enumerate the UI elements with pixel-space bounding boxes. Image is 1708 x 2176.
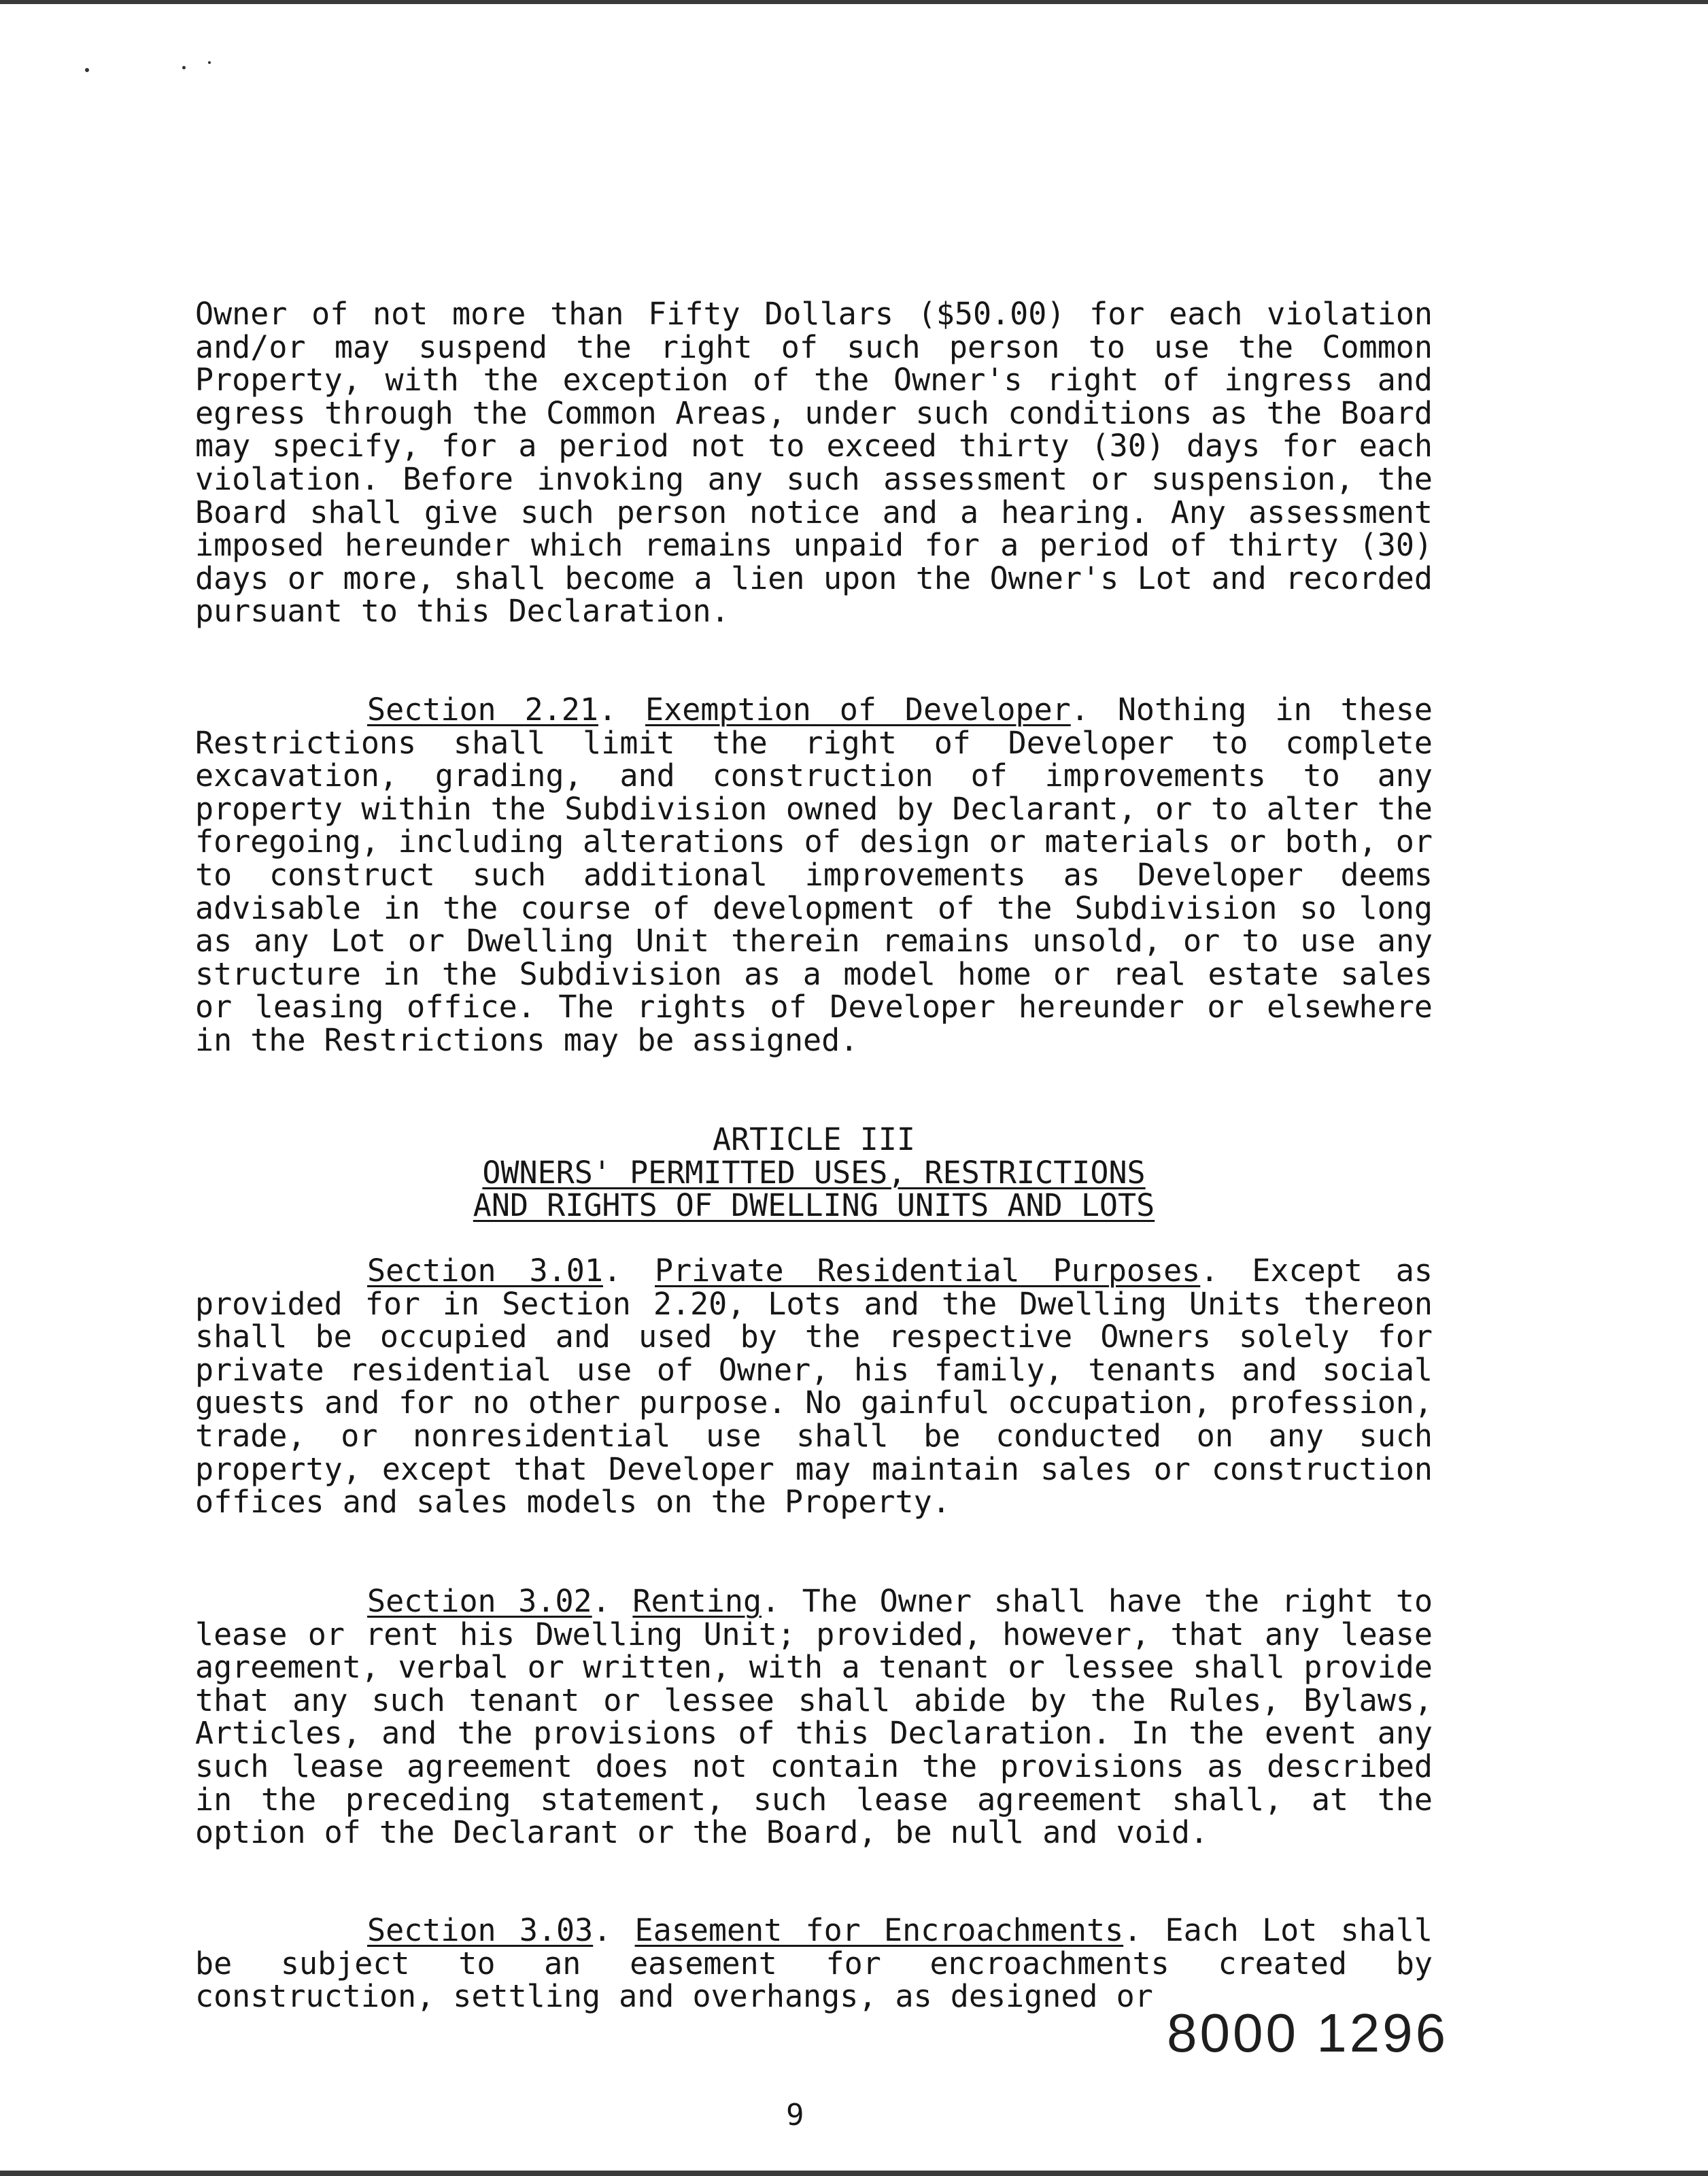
section-number: Section 3.03	[367, 1912, 594, 1948]
section-title: Renting	[632, 1583, 762, 1619]
scan-speck	[182, 66, 186, 69]
scan-speck	[85, 68, 89, 72]
section-text: Each Lot shall be subject to an easement for encroachments created by construction, settling and overhangs, as designed or	[195, 1912, 1433, 2015]
section-text: The Owner shall have the right to lease or rent his Dwelling Unit; provided, however, that any lease agreement, verbal or written, with a tenant or lessee shall provide that any such tenant or lessee shall abide by the Rules, Bylaws, Articles, and the provisions of this Declaration. In the event any such lease agreement does not contain the provisions as described in the preceding statement, such lease agreement shall, at the option of the Declarant or the Board, be null and void.	[195, 1583, 1433, 1851]
section-text: Nothing in these Restrictions shall limit the right of Developer to complete excavation, grading, and construction of improvements to any property within the Subdivision owned by Declarant, or to alter the foregoing, including alterations of design or materials or both, or to construct such additional improvements as Developer deems advisable in the course of development of the Subdivision so long as any Lot or Dwelling Unit therein remains unsold, or to use any structure in the Subdivision as a model home or real estate sales or leasing office. The rights of Developer hereunder or elsewhere in the Restrictions may be assigned.	[195, 692, 1433, 1058]
article-title-line-2: AND RIGHTS OF DWELLING UNITS AND LOTS	[473, 1187, 1155, 1224]
section-title: Easement for Encroachments	[634, 1912, 1124, 1948]
document-body	[195, 0, 1433, 2040]
section-3-03: Section 3.03. Easement for Encroachments. Each Lot shall be subject to an easement for encroachments created by construction, settling and overhangs, as designed or	[195, 1912, 1433, 2015]
section-title: Private Residential Purposes	[655, 1253, 1201, 1289]
paragraph-penalty: Owner of not more than Fifty Dollars ($50.00) for each violation and/or may suspend the right of such person to use the Common Property, with the exception of the Owner's right of ingress and egress through the Common Areas, under such conditions as the Board may specify, for a period not to exceed thirty (30) days for each violation. Before invoking any such assessment or suspension, the Board shall give such person notice and a hearing. Any assessment imposed hereunder which remains unpaid for a period of thirty (30) days or more, shall become a lien upon the Owner's Lot and recorded pursuant to this Declaration.	[195, 296, 1433, 630]
section-number: Section 3.02	[367, 1583, 592, 1619]
section-number: Section 2.21	[367, 692, 598, 728]
scan-edge-bottom	[0, 2171, 1708, 2176]
section-3-02: Section 3.02. Renting. The Owner shall have the right to lease or rent his Dwelling Unit; provided, however, that any lease agreement, verbal or written, with a tenant or lessee shall provide that any such tenant or lessee shall abide by the Rules, Bylaws, Articles, and the provisions of this Declaration. In the event any such lease agreement does not contain the provisions as described in the preceding statement, such lease agreement shall, at the option of the Declarant or the Board, be null and void.	[195, 1583, 1433, 1851]
section-number: Section 3.01	[367, 1253, 603, 1289]
document-id: 8000 1296	[1167, 2003, 1449, 2063]
page-number: 9	[786, 2098, 804, 2132]
article-number: ARTICLE III	[712, 1121, 915, 1157]
article-title-line-1: OWNERS' PERMITTED USES, RESTRICTIONS	[482, 1154, 1146, 1191]
section-2-21: Section 2.21. Exemption of Developer. Nothing in these Restrictions shall limit the right of Developer to complete excavation, grading, and construction of improvements to any property within the Subdivision owned by Declarant, or to alter the foregoing, including alterations of design or materials or both, or to construct such additional improvements as Developer deems advisable in the course of development of the Subdivision so long as any Lot or Dwelling Unit therein remains unsold, or to use any structure in the Subdivision as a model home or real estate sales or leasing office. The rights of Developer hereunder or elsewhere in the Restrictions may be assigned.	[195, 692, 1433, 1058]
section-title: Exemption of Developer	[645, 692, 1071, 728]
article-heading	[195, 1123, 1433, 1223]
section-3-01: Section 3.01. Private Residential Purposes. Except as provided for in Section 2.20, Lots and the Dwelling Units thereon shall be occupied and used by the respective Owners solely for private residential use of Owner, his family, tenants and social guests and for no other purpose. No gainful occupation, profession, trade, or nonresidential use shall be conducted on any such property, except that Developer may maintain sales or construction offices and sales models on the Property.	[195, 1253, 1433, 1520]
section-text: Except as provided for in Section 2.20, Lots and the Dwelling Units thereon shall be occupied and used by the respective Owners solely for private residential use of Owner, his family, tenants and social guests and for no other purpose. No gainful occupation, profession, trade, or nonresidential use shall be conducted on any such property, except that Developer may maintain sales or construction offices and sales models on the Property.	[195, 1253, 1433, 1520]
